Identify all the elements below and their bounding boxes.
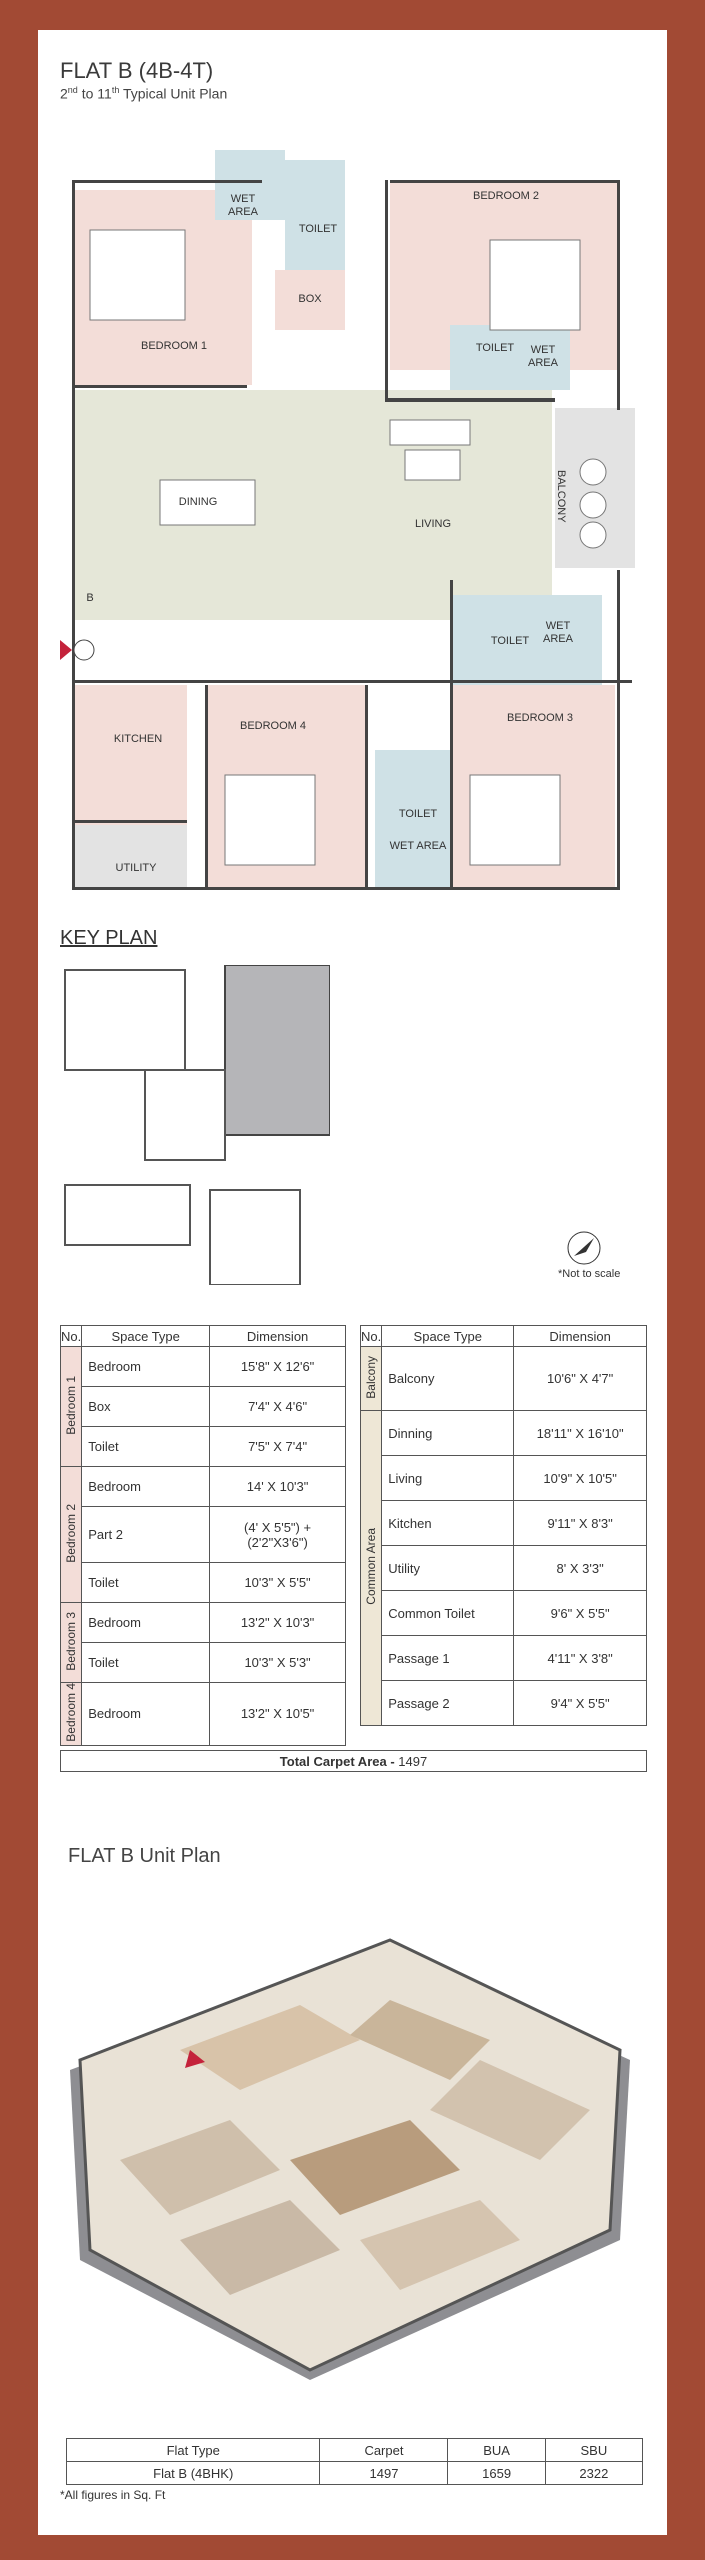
bed-4	[225, 775, 315, 865]
page-subtitle: 2nd to 11th Typical Unit Plan	[60, 85, 228, 102]
living-table	[405, 450, 460, 480]
kitchen-area	[72, 685, 187, 825]
not-to-scale-note: *Not to scale	[558, 1268, 621, 1280]
label-bedroom-1: BEDROOM 1	[140, 340, 207, 352]
unit-plan-title: FLAT B Unit Plan	[68, 1845, 221, 1867]
label-balcony: BALCONY	[555, 470, 567, 523]
north-compass-icon	[566, 1230, 602, 1266]
spec-table-left: No. Space Type Dimension Bedroom 1 Bedroom 15'8" X 12'6" Box 7'4" X 4'6" Toilet 7'5" X 7'4" Bedroom 2 Bedroom 14' X 10'3" Part 2 (4' X 5'5") + (2'2"X3'6") Toilet 10'3" X 5'5" Bedroom 3 Bedroom 13'2" X 10'3" Toilet 10'3" X 5'3" Bedroom 4 Bedroom 13'2" X 10'5"	[60, 1325, 346, 1746]
entrance-marker	[74, 640, 94, 660]
entrance-arrow-icon	[60, 640, 72, 660]
label-kitchen: KITCHEN	[113, 733, 163, 745]
label-dining: DINING	[178, 496, 218, 508]
key-plan-title: KEY PLAN	[60, 927, 158, 949]
key-plan-diagram	[60, 965, 330, 1285]
key-plan-highlight	[225, 965, 330, 1135]
footnote: *All figures in Sq. Ft	[60, 2488, 166, 2502]
unit-plan-3d-render	[60, 1910, 645, 2410]
brochure-page	[38, 30, 667, 2535]
living-dining-area	[72, 390, 552, 620]
label-wet-area-2: WET AREA	[528, 344, 558, 369]
sofa	[390, 420, 470, 445]
toilet-1	[285, 160, 345, 270]
label-bedroom-4: BEDROOM 4	[239, 720, 306, 732]
label-entrance-b: B	[86, 592, 94, 604]
label-living: LIVING	[414, 518, 452, 530]
label-box: BOX	[298, 293, 322, 305]
label-toilet-3: TOILET	[490, 635, 530, 647]
label-toilet-2: TOILET	[475, 342, 515, 354]
label-bedroom-2: BEDROOM 2	[472, 190, 539, 202]
utility-area	[72, 825, 187, 890]
floor-plan	[60, 150, 645, 910]
label-wet-area-1: WET AREA	[228, 193, 258, 218]
label-toilet-4: TOILET	[398, 808, 438, 820]
label-wet-area-3: WET AREA	[543, 620, 573, 645]
bed-3	[470, 775, 560, 865]
page-title: FLAT B (4B-4T)	[60, 58, 214, 83]
bed-2	[490, 240, 580, 330]
total-carpet-area: Total Carpet Area - 1497	[60, 1750, 647, 1772]
spec-table-right: No. Space Type Dimension Balcony Balcony 10'6" X 4'7" Common Area Dinning 18'11" X 16'10" Living 10'9" X 10'5" Kitchen 9'11" X 8'3" Utility 8' X 3'3" Common Toilet 9'6" X 5'5" Passage 1 4'11" X 3'8" Passage 2 9'4" X 5'5"	[360, 1325, 647, 1726]
label-toilet-1: TOILET	[298, 223, 338, 235]
label-utility: UTILITY	[115, 862, 157, 874]
label-bedroom-3: BEDROOM 3	[506, 712, 573, 724]
label-wet-area-4: WET AREA	[389, 840, 447, 852]
bed-1	[90, 230, 185, 320]
area-table: Flat Type Carpet BUA SBU Flat B (4BHK) 1497 1659 2322	[66, 2438, 643, 2485]
